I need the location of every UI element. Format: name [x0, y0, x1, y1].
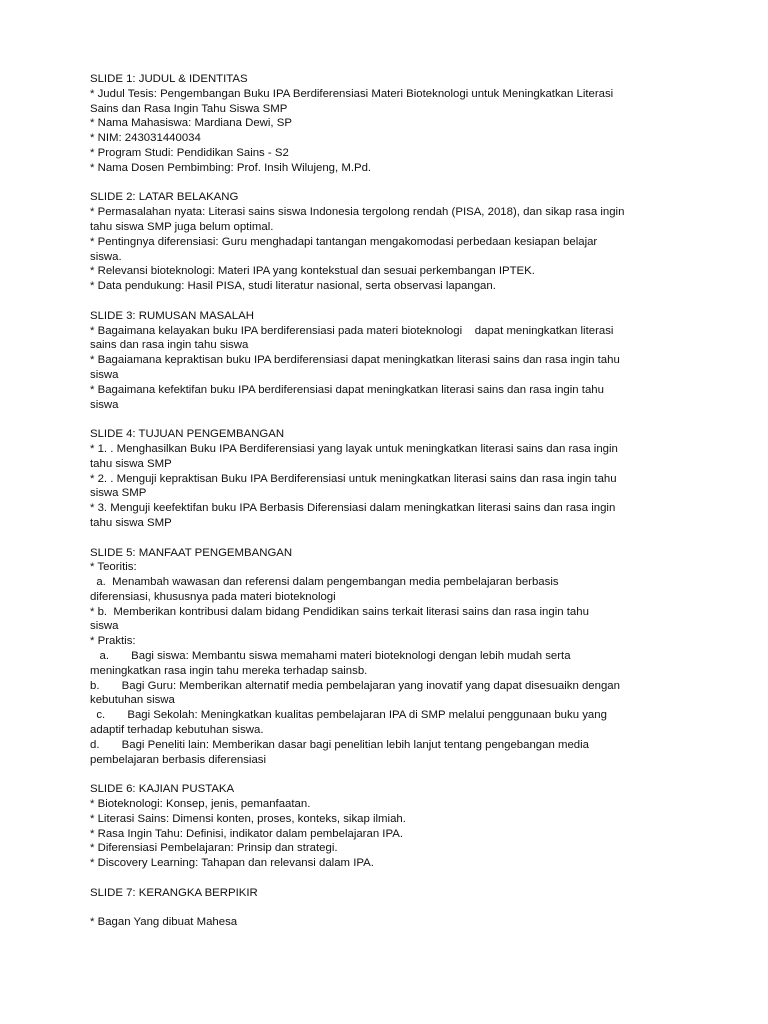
slide-text-line: * Data pendukung: Hasil PISA, studi literatur nasional, serta observasi lapangan.	[90, 280, 496, 293]
slide-text-line: * Literasi Sains: Dimensi konten, proses, konteks, sikap ilmiah.	[90, 812, 406, 825]
slide-text-line: siswa	[90, 620, 119, 633]
slide-text-line: tahu siswa SMP	[90, 516, 172, 529]
slide-text-line: * Program Studi: Pendidikan Sains - S2	[90, 146, 289, 159]
slide-text-line: * Diferensiasi Pembelajaran: Prinsip dan strategi.	[90, 842, 338, 855]
slide-text-line: diferensiasi, khususnya pada materi bioteknologi	[90, 590, 336, 603]
blank-line	[90, 901, 690, 916]
slide-heading: SLIDE 6: KAJIAN PUSTAKA	[90, 783, 235, 796]
slide-text-line: siswa SMP	[90, 487, 147, 500]
slide-heading: SLIDE 4: TUJUAN PENGEMBANGAN	[90, 428, 285, 441]
slide-text-line: * b. Memberikan kontribusi dalam bidang Pendidikan sains terkait literasi sains dan rasa ingin tahu	[90, 605, 589, 618]
slide-section-6	[90, 782, 690, 871]
slide-text-line: * Teoritis:	[90, 561, 137, 574]
slide-heading: SLIDE 7: KERANGKA BERPIKIR	[90, 886, 258, 899]
slide-section-4	[90, 427, 690, 531]
slide-text-line: * Praktis:	[90, 635, 136, 648]
slide-section-3	[90, 309, 690, 413]
slide-text-line: * Permasalahan nyata: Literasi sains siswa Indonesia tergolong rendah (PISA, 2018), dan sikap rasa ingin	[90, 206, 625, 219]
slide-text-line: * Bagan Yang dibuat Mahesa	[90, 916, 238, 929]
slide-text-line: * 3. Menguji keefektifan buku IPA Berbasis Diferensiasi dalam meningkatkan literasi sains dan rasa ingin	[90, 502, 616, 515]
slide-text-line: kebutuhan siswa	[90, 694, 175, 707]
slide-text-line: siswa	[90, 368, 119, 381]
slide-text-line: * Bagaimana kefektifan buku IPA berdiferensiasi dapat meningkatkan literasi sains dan rasa ingin tahu	[90, 383, 604, 396]
slide-text-line: * Nama Mahasiswa: Mardiana Dewi, SP	[90, 117, 292, 130]
slide-heading: SLIDE 1: JUDUL & IDENTITAS	[90, 73, 248, 85]
slide-text-line: * Discovery Learning: Tahapan dan relevansi dalam IPA.	[90, 857, 374, 870]
slide-text-line: * 1. . Menghasilkan Buku IPA Berdiferensiasi yang layak untuk meningkatkan literasi sains dan rasa ingin	[90, 442, 618, 455]
slide-text-line: b. Bagi Guru: Memberikan alternatif media pembelajaran yang inovatif yang dapat disesuaikn dengan	[90, 679, 620, 692]
slide-section-5	[90, 546, 690, 768]
slide-text-line: c. Bagi Sekolah: Meningkatkan kualitas pembelajaran IPA di SMP melalui penggunaan buku yang	[90, 709, 607, 722]
slide-text-line: Sains dan Rasa Ingin Tahu Siswa SMP	[90, 102, 288, 115]
slide-text-line: * Rasa Ingin Tahu: Definisi, indikator dalam pembelajaran IPA.	[90, 827, 403, 840]
slide-text-line: * Bioteknologi: Konsep, jenis, pemanfaatan.	[90, 798, 311, 811]
slide-text-line: * NIM: 243031440034	[90, 132, 201, 145]
slide-section-1	[90, 72, 690, 176]
slide-text-line: * 2. . Menguji kepraktisan Buku IPA Berdiferensiasi untuk meningkatkan literasi sains dan rasa ingin tahu	[90, 472, 617, 485]
slide-text-line: adaptif terhadap kebutuhan siswa.	[90, 724, 264, 737]
slide-text-line: * Nama Dosen Pembimbing: Prof. Insih Wilujeng, M.Pd.	[90, 161, 372, 174]
slide-text-line: * Relevansi bioteknologi: Materi IPA yang kontekstual dan sesuai perkembangan IPTEK.	[90, 265, 535, 278]
slide-text-line: siswa	[90, 398, 119, 411]
slide-text-line: tahu siswa SMP	[90, 457, 172, 470]
slide-section-7	[90, 886, 690, 930]
slide-text-line: * Judul Tesis: Pengembangan Buku IPA Berdiferensiasi Materi Bioteknologi untuk Meningkatkan Literasi	[90, 87, 614, 100]
slide-text-line: * Bagaiamana kepraktisan buku IPA berdiferensiasi dapat meningkatkan literasi sains dan rasa ingin tahu	[90, 354, 620, 367]
slide-text-line: tahu siswa SMP juga belum optimal.	[90, 220, 274, 233]
slide-heading: SLIDE 2: LATAR BELAKANG	[90, 191, 239, 204]
slide-text-line: a. Bagi siswa: Membantu siswa memahami materi bioteknologi dengan lebih mudah serta	[90, 650, 571, 663]
slide-text-line: a. Menambah wawasan dan referensi dalam pengembangan media pembelajaran berbasis	[90, 576, 559, 589]
slide-text-line: * Pentingnya diferensiasi: Guru menghadapi tantangan mengakomodasi perbedaan kesiapan belajar	[90, 235, 598, 248]
slide-text-line: sains dan rasa ingin tahu siswa	[90, 339, 249, 352]
document-body	[90, 72, 690, 945]
slide-heading: SLIDE 3: RUMUSAN MASALAH	[90, 309, 254, 322]
slide-heading: SLIDE 5: MANFAAT PENGEMBANGAN	[90, 546, 293, 559]
slide-text-line: meningkatkan rasa ingin tahu mereka terhadap sainsb.	[90, 664, 368, 677]
slide-text-line: d. Bagi Peneliti lain: Memberikan dasar bagi penelitian lebih lanjut tentang pengebangan media	[90, 738, 589, 751]
slide-text-line: * Bagaimana kelayakan buku IPA berdiferensiasi pada materi bioteknologi dapat meningkatkan literasi	[90, 324, 614, 337]
slide-text-line: siswa.	[90, 250, 122, 263]
slide-text-line: pembelajaran berbasis diferensiasi	[90, 753, 267, 766]
slide-section-2	[90, 190, 690, 294]
